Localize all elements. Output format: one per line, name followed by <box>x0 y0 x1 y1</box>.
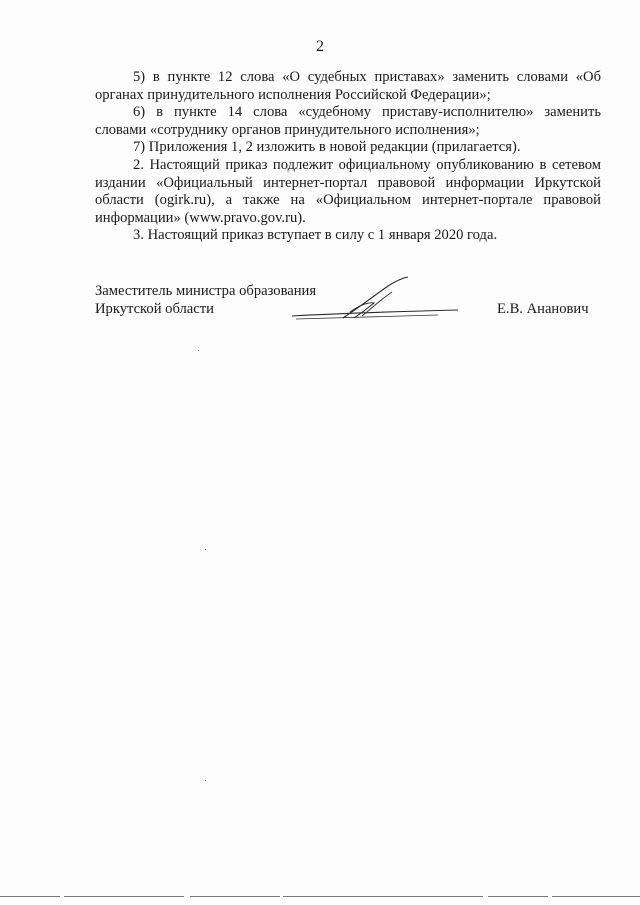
document-body <box>95 69 601 245</box>
paragraph-publication: 2. Настоящий приказ подлежит официальному опубликованию в сетевом издании «Официальный интернет-портал правовой информации Иркутской области (ogirk.ru), а также на «Официальном интернет-портале правовой информации» (www.pravo.gov.ru). <box>95 156 601 226</box>
scan-speck <box>205 780 206 781</box>
paragraph-item-6: 6) в пункте 14 слова «судебному приставу-исполнителю» заменить словами «сотруднику органов принудительного исполнения»; <box>95 104 601 138</box>
paragraph-effective-date: 3. Настоящий приказ вступает в силу с 1 января 2020 года. <box>133 227 498 244</box>
signatory-position-line2: Иркутской области <box>95 300 214 317</box>
paragraph-item-5: 5) в пункте 12 слова «О судебных приставах» заменить словами «Об органах принудительного исполнения Российской Федерации»; <box>95 69 601 103</box>
scan-bottom-edge <box>0 895 640 898</box>
scan-speck <box>198 350 199 351</box>
signatory-name: Е.В. Ананович <box>497 301 589 317</box>
scan-speck <box>205 549 206 550</box>
paragraph-item-7: 7) Приложения 1, 2 изложить в новой редакции (прилагается). <box>133 139 521 156</box>
page-number: 2 <box>316 38 324 55</box>
signatory-position-line1: Заместитель министра образования <box>95 283 317 299</box>
handwritten-signature <box>288 272 468 327</box>
signatory-position <box>95 283 316 318</box>
